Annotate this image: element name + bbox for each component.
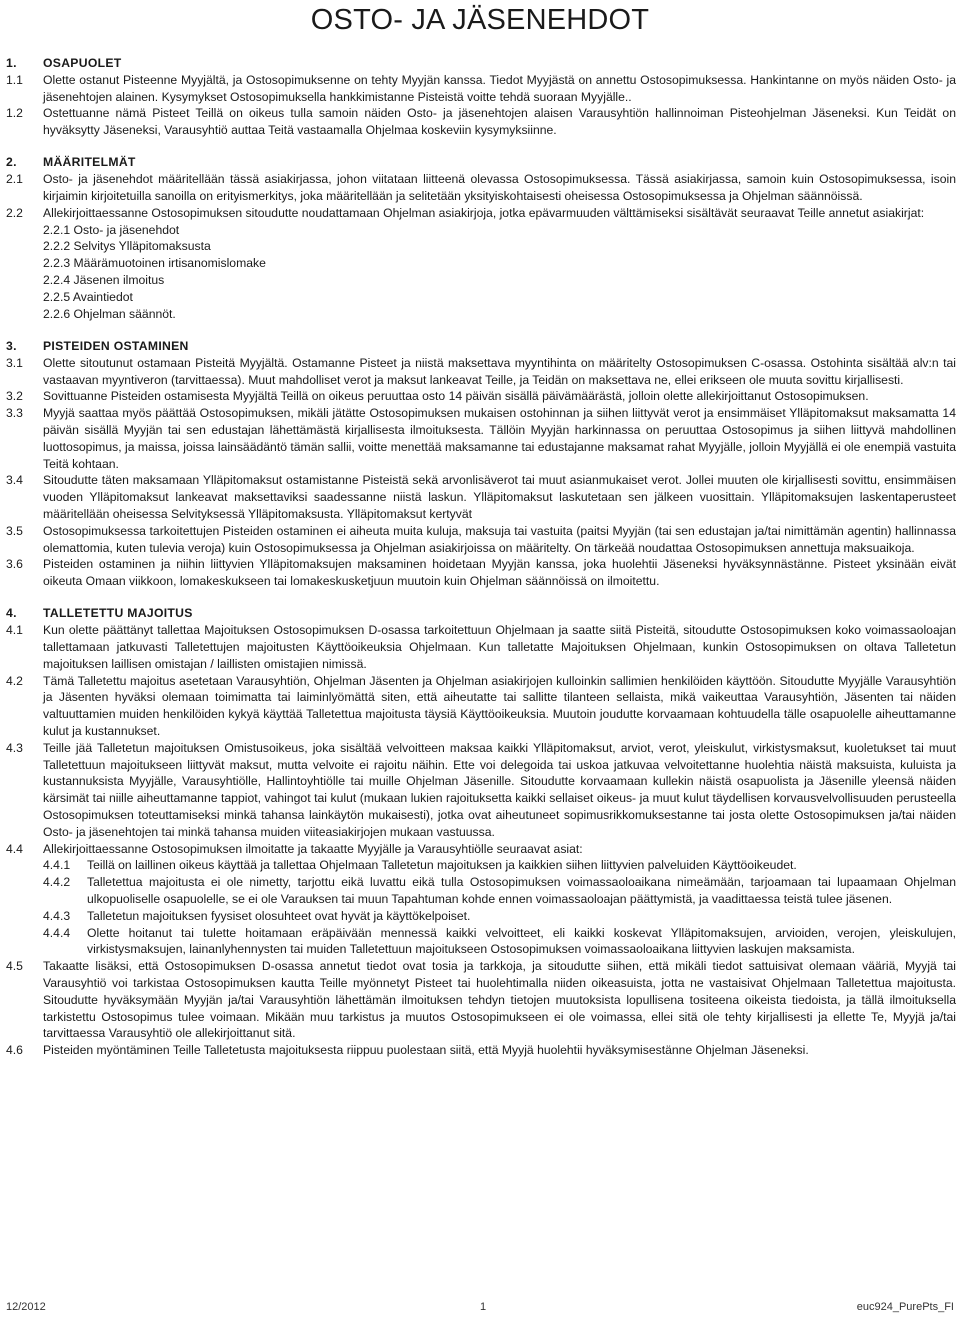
subclause-text: Talletetun majoituksen fyysiset olosuhteet ovat hyvät ja käyttökelpoiset. [87,908,471,923]
clause-number: 3.2 [6,389,23,404]
clause-text: Takaatte lisäksi, että Ostosopimuksen D-osassa annetut tiedot ovat tosia ja tarkkoja, ja sitoudutte siihen, että mikäli tiedot sattuisivat olemaan vääriä, Myyjä tai Varausyhtiö voi tarkistaa Ostosopimuksen kautta Teille myönnetyt Pisteet tai huolehtimalla niiden oikeasuista, jotta ne vastaisivat Ohjelmaan Talletettua majoitusta. Sitoudutte hyväksymään Myyjän ja/tai Varausyhtiön lähettämän ilmoituksen tehdyn tietojen muutoksista lopullisena tositeena oikeista tiedoista, ja tällä ilmoituksella tarkistettu Ostosopimus tulee voimaan. Mikään muu tarkistus ja muutos Ostosopimukseen ei ole voimassa, ellei sitä ole tehty kirjallisesti ja ellette Te, Myyjä ja/tai tarvittaessa Varausyhtiö ole allekirjoittanut sitä. [43,959,956,1041]
clause-text: Ostosopimuksessa tarkoitettujen Pisteiden ostaminen ei aiheuta muita kuluja, maksuja tai vastuita (paitsi Myyjän (tai sen edustajan ja/tai nimittämän agentin) hallinnassa olemattomia, kuten tulevia veroja) kuin Ostosopimuksessa ja Ohjelman asiakirjoissa on määritelty. On tärkeää noudattaa Ostosopimuksen annettuja maksuaikoja. [43,523,956,555]
clause-3-3 [6,405,956,472]
section-title: MÄÄRITELMÄT [43,155,136,170]
clause-text: Allekirjoittaessanne Ostosopimuksen sitoudutte noudattamaan Ohjelman asiakirjoja, jotka epävarmuuden välttämiseksi sisältävät seuraavat Teille annetut asiakirjat: [43,205,925,220]
footer-date: 12/2012 [6,1301,46,1313]
section-number: 2. [6,155,17,170]
clause-3-5 [6,523,956,557]
subclause-number: 4.4.2 [43,875,71,890]
clause-4-5 [6,958,956,1042]
footer-document-code: euc924_PurePts_FI [856,1301,954,1313]
footer-page-number: 1 [480,1301,487,1313]
section-heading-2 [6,154,956,171]
clause-number: 4.6 [6,1043,23,1058]
clause-text: Sovittuanne Pisteiden ostamisesta Myyjältä Teillä on oikeus peruuttaa osto 14 päivän sisällä päivämäärästä, jolloin olette allekirjoittanut Ostosopimuksen. [43,389,869,404]
document-list-item: 2.2.5 Avaintiedot [43,289,133,304]
clause-number: 3.4 [6,473,23,488]
section-number: 3. [6,338,17,353]
clause-4-6 [6,1042,956,1059]
clause-text: Olette sitoutunut ostamaan Pisteitä Myyjältä. Ostamanne Pisteet ja niistä maksettava myyntihinta on määritelty Ostosopimuksen C-osassa. Ostohinta sisältää alv:n tai vastaavan myyntiveron (tarvittaessa). Muut mahdolliset verot ja maksut lankeavat Teille, ja Teidän on maksettava ne, ellei erikseen ole muuta sovittu kirjallisesti. [43,355,956,387]
clause-number: 3.3 [6,406,23,421]
subclause-text: Olette hoitanut tai tulette hoitamaan eräpäivään mennessä kaikki velvoitteet, eli kaikki koskevat Ylläpitomaksujen, arvioiden, verojen, yleiskulujen, virkistysmaksujen, lainanlyhennysten tai muiden Talletettuun majoitukseen Ostosopimuksen voimassaoloaikana liittyvien laskujen maksamista. [87,925,956,957]
clause-4-3 [6,740,956,841]
section-title: TALLETETTU MAJOITUS [43,606,193,621]
section-heading-1 [6,55,956,72]
clause-text: Ostettuanne nämä Pisteet Teillä on oikeus tulla samoin näiden Osto- ja jäsenehtojen alaisen Varausyhtiön hallinnoiman Pisteohjelman Jäseneksi. Kun Teidät on hyväksytty Jäseneksi, Varausyhtiö auttaa Teitä vastaamalla Ohjelmaa koskeviin kysymyksiinne. [43,106,956,138]
clause-1-2 [6,105,956,139]
clause-4-2 [6,673,956,740]
clause-text: Myyjä saattaa myös päättää Ostosopimuksen, mikäli jätätte Ostosopimuksen mukaisen ostohinnan ja siihen liittyvät verot ja ensimmäiset Ylläpitomaksut maksamatta 14 päivän sisällä Myyjän tai sen edustajan lähettämästä kirjallisesta ilmoituksesta. Tällöin Myyjän harkinnassa on peruuttaa Ostosopimus ja siihen liittyvä mahdollinen luottosopimus, ja maissa, joissa lainsäädäntö tämän sallii, voitte menettää maksamanne tai edustajanne maksamat rahat Myyjälle, jolloin Myyjällä ei ole enempiä vastuita Teitä kohtaan. [43,406,956,471]
clause-number: 3.5 [6,523,23,538]
subclause-number: 4.4.4 [43,925,71,940]
subclause-number: 4.4.1 [43,858,71,873]
document-list-item: 2.2.6 Ohjelman säännöt. [43,306,176,321]
clause-number: 1.1 [6,72,23,87]
clause-number: 2.1 [6,172,23,187]
clause-text: Pisteiden myöntäminen Teille Talletetusta majoituksesta riippuu puolestaan siitä, että Myyjä huolehtii hyväksymisestänne Ohjelman Jäseneksi. [43,1043,809,1058]
clause-number: 3.1 [6,355,23,370]
clause-text: Kun olette päättänyt tallettaa Majoituksen Ostosopimuksen D-osassa tarkoitettuun Ohjelmaan ja saatte siitä Pisteitä, sitoudutte Ostosopimuksen koko voimassaoloajan tallettamaan jatkuvasti Talletettujen majoitusten Käyttöoikeuksia Ohjelmaan. Kun talletatte Majoituksen Ohjelmaan, kunkin Ostosopimuksen on oltava Talletetun majoituksen laillisen omistajan / laillisten omistajien nimissä. [43,623,956,671]
document-list-item: 2.2.2 Selvitys Ylläpitomaksusta [43,239,211,254]
clause-4-4 [6,841,956,858]
section-number: 4. [6,606,17,621]
document-body [6,55,956,1059]
clause-1-1 [6,72,956,106]
clause-3-2 [6,388,956,405]
document-title: OSTO- JA JÄSENEHDOT [310,4,650,36]
subclause-4-4-4 [6,925,956,959]
section-title: OSAPUOLET [43,56,122,70]
clause-text: Sitoudutte täten maksamaan Ylläpitomaksut ostamistanne Pisteistä sekä arvonlisäverot tai muut asianmukaiset verot. Jollei muuten ole kirjallisesti sovittu, ensimmäisen vuoden Ylläpitomaksut lankeavat maksettaviksi saadessanne niistä laskun. Ylläpitomaksut laskutetaan sen jälkeen vuosittain. Ylläpitomaksujen laskentaperusteet määritellään oheisessa Selvityksessä Ylläpitomaksusta. Ylläpitomaksut kertyvät [43,473,956,521]
section-heading-4 [6,605,956,622]
clause-text: Teille jää Talletetun majoituksen Omistusoikeus, joka sisältää velvoitteen maksaa kaikki Ylläpitomaksut, arviot, verot, yleiskulut, virkistysmaksut, kuoletukset tai muut Talletettuun majoitukseen liittyvät maksut, mutta velvoite ei rajoitu näihin. Ette voi delegoida tai uskoa jatkuvaa velvoitettanne huolehtia näistä maksuista, kuluista ja kustannuksista Myyjälle, Varausyhtiölle, Hallintoyhtiölle tai muille Ohjelman Jäsenille. Sitoudutte korvaamaan kullekin näistä osapuolista ja Jäsenille yleensä näiden kärsimät tai niille aiheuttamanne tappiot, vahingot tai kulut (mukaan lukien rajoituksetta kaikki sellaiset oikeus- ja muut kulut täydellisen korvausvelvollisuuden perusteella Ostosopimuksen toteuttamiseksi minkä tahansa lainkäytön mukaisesti), jotka ovat aiheutuneet sopimusrikkomuksestanne tai josta olette Ostosopimuksen ja/tai näiden Osto- ja jäsenehtojen tai minkä tahansa muiden viiteasiakirjojen mukaan vastuussa. [43,740,956,839]
subclause-4-4-3 [6,908,956,925]
clause-text: Pisteiden ostaminen ja niihin liittyvien Ylläpitomaksujen maksaminen hoidetaan Myyjän kanssa, joka huolehtii Jäseneksi hyväksynnästänne. Pisteet yksinään eivät oikeuta Omaan viikkoon, lomakeskukseen tai lomakeskusketjuun muutoin kuin Ohjelman säännöissä on ilmoitettu. [43,557,956,589]
clause-3-1 [6,355,956,389]
subclause-4-4-2 [6,874,956,908]
clause-2-1 [6,171,956,205]
clause-number: 4.3 [6,740,23,755]
clause-number: 3.6 [6,557,23,572]
subclause-number: 4.4.3 [43,908,71,923]
clause-text: Osto- ja jäsenehdot määritellään tässä asiakirjassa, johon viitataan liitteenä olevassa Ostosopimuksessa. Tässä asiakirjassa, samoin kuin Ostosopimuksessa, isoin kirjaimin kirjoitetuilla sanoilla on erityismerkitys, joka määritellään ja selitetään yksityiskohtaisesti oheisessa Ostosopimuksessa ja Ohjelman säännöissä. [43,172,956,204]
clause-3-6 [6,556,956,590]
clause-4-1 [6,622,956,672]
subclause-text: Talletettua majoitusta ei ole nimetty, tarjottu eikä luvattu eikä tulla Ostosopimuksen voimassaoloaikana nimeämään, tarjoamaan tai lupaamaan Ohjelman ulkopuoliselle osapuolelle, se ei ole Varauksen tai muun Tapahtuman kohde ennen voimassaoloajan päättymistä, ja vaadittaessa teistä tulee jäsenen. [87,875,956,906]
section-heading-3 [6,338,956,355]
clause-number: 4.5 [6,959,23,974]
document-list-item: 2.2.4 Jäsenen ilmoitus [43,273,165,288]
clause-2-2 [6,205,956,222]
section-number: 1. [6,56,17,70]
clause-number: 4.4 [6,841,23,856]
clause-number: 1.2 [6,106,23,121]
subclause-text: Teillä on laillinen oikeus käyttää ja tallettaa Ohjelmaan Talletetun majoituksen ja kaikkien siihen liittyvien palveluiden Käyttöoikeudet. [87,858,797,873]
document-list-item: 2.2.1 Osto- ja jäsenehdot [43,222,180,237]
clause-3-4 [6,472,956,522]
clause-number: 4.2 [6,673,23,688]
document-list-item: 2.2.3 Määrämuotoinen irtisanomislomake [43,256,266,271]
clause-text: Allekirjoittaessanne Ostosopimuksen ilmoitatte ja takaatte Myyjälle ja Varausyhtiölle seuraavat asiat: [43,841,583,856]
clause-number: 4.1 [6,623,23,638]
subclause-4-4-1 [6,857,956,874]
clause-text: Olette ostanut Pisteenne Myyjältä, ja Ostosopimuksenne on tehty Myyjän kanssa. Tiedot Myyjästä on annettu Ostosopimuksessa. Hankintanne on myös näiden Osto- ja jäsenehtojen alainen. Kysymykset Ostosopimuksella hankkimistanne Pisteistä voitte tehdä suoraan Myyjälle.. [43,72,956,104]
clause-number: 2.2 [6,205,23,220]
section-title: PISTEIDEN OSTAMINEN [43,338,189,353]
clause-text: Tämä Talletettu majoitus asetetaan Varausyhtiön, Ohjelman Jäsenten ja Ohjelman asiakirjojen kulloinkin sallimien henkilöiden käyttöön. Sitoudutte Myyjälle Varausyhtiön ja Jäsenten hyväksi olemaan toimimatta tai laiminlyömättä siten, että aiheutatte tai sallitte tilanteen sellaista, mikä vaikeuttaa Varausyhtiön, Jäsenten tai näiden valtuuttamien muiden henkilöiden kykyä käyttää Talletettua majoitusta täysiä Käyttöoikeuksia. Muutoin joudutte korvaamaan kohtuudella tälle osapuolelle aiheuttamanne kulut ja kustannukset. [43,673,956,738]
